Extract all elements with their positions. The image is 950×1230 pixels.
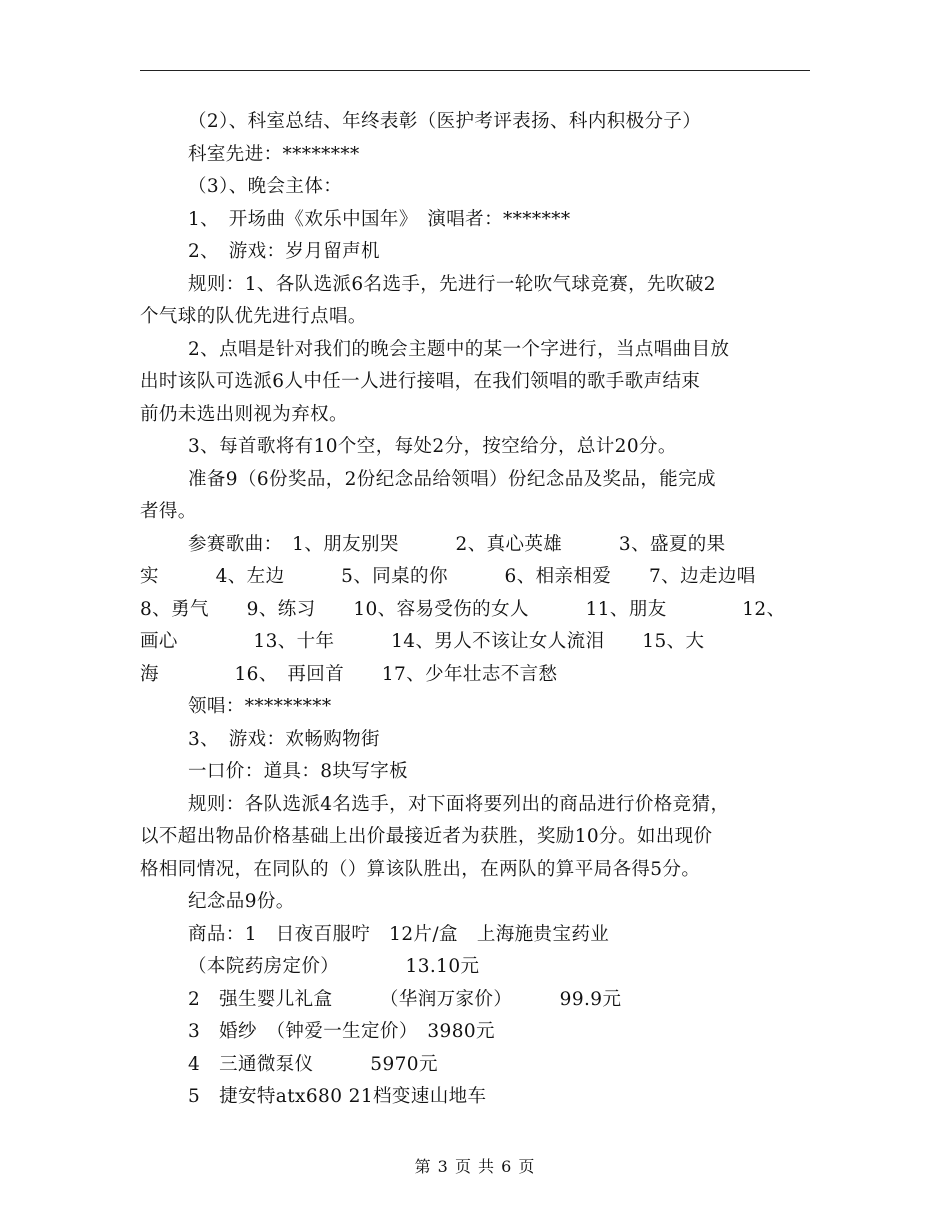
text-line: 实 4、左边 5、同桌的你 6、相亲相爱 7、边走边唱: [140, 566, 756, 587]
text-line: （2）、科室总结、年终表彰（医护考评表扬、科内积极分子）: [188, 111, 702, 132]
text-line: 出时该队可选派6人中任一人进行接唱，在我们领唱的歌手歌声结束: [140, 371, 701, 392]
text-line: 参赛歌曲： 1、朋友别哭 2、真心英雄 3、盛夏的果: [188, 533, 726, 555]
text-line: 8、勇气 9、练习 10、容易受伤的女人 11、朋友 12、: [140, 598, 786, 620]
text-line: 2 强生婴儿礼盒 （华润万家价） 99.9元: [188, 988, 622, 1010]
text-line: 5 捷安特atx680 21档变速山地车: [188, 1086, 487, 1107]
text-line: 2、 游戏：岁月留声机: [188, 241, 380, 262]
text-line: 3 婚纱 （钟爱一生定价） 3980元: [188, 1021, 495, 1042]
text-line: 领唱：*********: [188, 696, 332, 717]
text-line: 规则：各队选派4名选手，对下面将要列出的商品进行价格竞猜，: [188, 793, 730, 815]
text-line: 纪念品9份。: [188, 891, 295, 912]
text-line: 准备9（6份奖品，2份纪念品给领唱）份纪念品及奖品，能完成: [188, 468, 716, 490]
text-line: 海 16、 再回首 17、少年壮志不言愁: [140, 663, 558, 685]
header-rule: [140, 70, 810, 71]
text-line: 2、点唱是针对我们的晚会主题中的某一个字进行，当点唱曲目放: [188, 338, 730, 360]
text-line: 3、 游戏：欢畅购物街: [188, 728, 380, 750]
text-line: 一口价：道具：8块写字板: [188, 761, 409, 782]
text-line: 商品：1 日夜百服咛 12片/盒 上海施贵宝药业: [188, 923, 610, 945]
text-line: 4 三通微泵仪 5970元: [188, 1053, 438, 1075]
text-line: 1、 开场曲《欢乐中国年》 演唱者：*******: [188, 208, 571, 230]
text-line: 个气球的队优先进行点唱。: [140, 306, 367, 327]
text-line: 科室先进：********: [188, 143, 360, 165]
text-line: 3、每首歌将有10个空，每处2分，按空给分，总计20分。: [188, 436, 677, 457]
text-line: 以不超出物品价格基础上出价最接近者为获胜，奖励10分。如出现价: [140, 826, 713, 847]
text-line: 画心 13、十年 14、男人不该让女人流泪 15、大: [140, 631, 705, 652]
text-line: 规则：1、各队选派6名选手，先进行一轮吹气球竞赛，先吹破2: [188, 273, 716, 295]
document-body: [140, 106, 812, 1114]
text-line: （3）、晚会主体：: [188, 176, 343, 197]
text-line: 者得。: [140, 501, 197, 522]
text-line: （本院药房定价） 13.10元: [188, 956, 480, 977]
page-number: 第 3 页 共 6 页: [414, 1157, 536, 1176]
text-line: 格相同情况，在同队的（）算该队胜出，在两队的算平局各得5分。: [140, 858, 701, 880]
text-line: 前仍未选出则视为弃权。: [140, 403, 348, 425]
